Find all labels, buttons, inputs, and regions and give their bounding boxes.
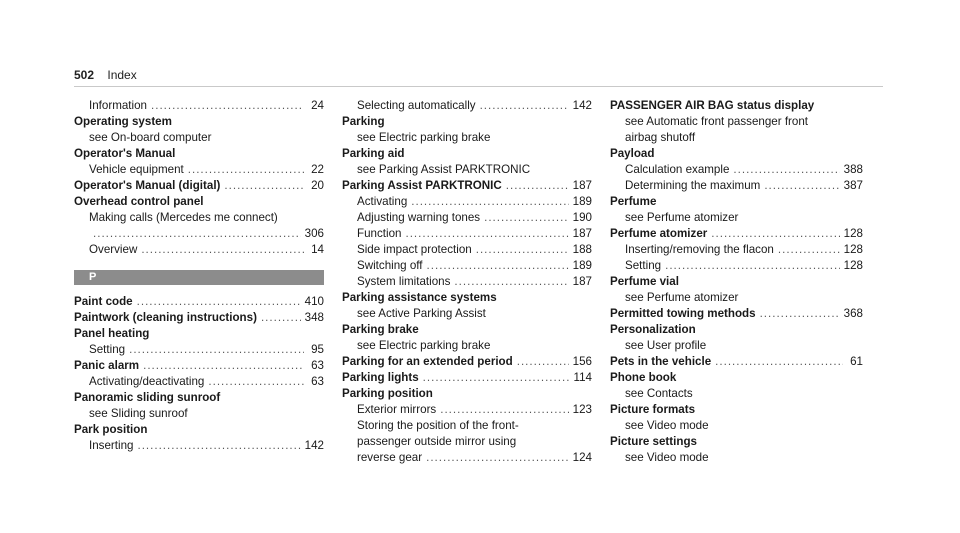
entry-text: Operator's Manual <box>74 147 176 160</box>
header-divider <box>74 86 883 87</box>
page-reference: 114 <box>573 371 592 384</box>
dot-leader <box>427 258 569 274</box>
entry-text: see Electric parking brake <box>357 339 491 352</box>
index-heading <box>342 114 592 130</box>
entry-text: Parking brake <box>342 323 419 336</box>
index-heading <box>610 402 863 418</box>
index-heading <box>610 146 863 162</box>
entry-text: Operating system <box>74 115 172 128</box>
entry-text: Exterior mirrors <box>357 403 437 416</box>
page-reference: 20 <box>311 179 324 192</box>
entry-text: Parking aid <box>342 147 405 160</box>
entry-text: Setting <box>89 343 126 356</box>
index-heading <box>74 194 324 210</box>
entry-text: Adjusting warning tones <box>357 211 481 224</box>
index-heading <box>74 358 324 374</box>
page-reference: 348 <box>304 311 324 324</box>
entry-text: Perfume vial <box>610 275 679 288</box>
index-subentry <box>342 338 592 354</box>
entry-text: Inserting/removing the flacon <box>625 243 774 256</box>
entry-text: Panoramic sliding sunroof <box>74 391 221 404</box>
dot-leader <box>411 194 568 210</box>
page-reference: 306 <box>304 227 324 240</box>
dot-leader <box>137 438 300 454</box>
index-subentry <box>74 162 324 178</box>
index-heading <box>342 322 592 338</box>
entry-text: Information <box>89 99 147 112</box>
entry-text: Parking <box>342 115 385 128</box>
page-number: 502 <box>74 68 95 82</box>
page-reference: 187 <box>572 227 592 240</box>
index-subentry <box>610 114 863 130</box>
dot-leader <box>405 226 568 242</box>
index-heading <box>74 422 324 438</box>
entry-text: System limitations <box>357 275 451 288</box>
dot-leader <box>93 226 301 242</box>
page-reference: 128 <box>843 227 863 240</box>
dot-leader <box>480 98 569 114</box>
page-reference: 61 <box>850 355 863 368</box>
entry-text: Payload <box>610 147 655 160</box>
index-subentry <box>342 210 592 226</box>
index-heading <box>342 354 592 370</box>
index-subentry <box>610 290 863 306</box>
index-subentry <box>610 386 863 402</box>
index-subentry <box>342 306 592 322</box>
entry-text: Perfume atomizer <box>610 227 708 240</box>
entry-text: Side impact protection <box>357 243 472 256</box>
page-reference: 123 <box>572 403 592 416</box>
index-subentry <box>610 338 863 354</box>
dot-leader <box>476 242 569 258</box>
page-reference: 128 <box>843 243 863 256</box>
index-entries-top <box>74 98 324 258</box>
index-heading <box>74 390 324 406</box>
entry-text: Storing the position of the front- <box>357 419 519 432</box>
entry-text: airbag shutoff <box>625 131 696 144</box>
entry-text: see Perfume atomizer <box>625 211 739 224</box>
entry-text: see Active Parking Assist <box>357 307 486 320</box>
index-subentry <box>74 342 324 358</box>
index-subentry <box>342 450 592 466</box>
index-heading <box>610 194 863 210</box>
index-entries-bottom <box>74 294 324 454</box>
index-column-3 <box>610 98 863 466</box>
index-subentry <box>74 374 324 390</box>
index-subentry <box>610 450 863 466</box>
index-subentry <box>342 434 592 450</box>
index-heading <box>74 178 324 194</box>
page-reference: 368 <box>843 307 863 320</box>
index-column-2 <box>342 98 592 466</box>
dot-leader <box>151 98 304 114</box>
entry-text: Selecting automatically <box>357 99 476 112</box>
entry-text: see Electric parking brake <box>357 131 491 144</box>
page-reference: 190 <box>572 211 592 224</box>
index-subentry <box>342 130 592 146</box>
index-subentry <box>74 98 324 114</box>
entry-text: Setting <box>625 259 662 272</box>
page-reference: 95 <box>311 343 324 356</box>
dot-leader <box>454 274 568 290</box>
entry-text: PASSENGER AIR BAG status display <box>610 99 815 112</box>
page-reference: 188 <box>572 243 592 256</box>
entry-text: Parking position <box>342 387 433 400</box>
entry-text: Parking assistance systems <box>342 291 497 304</box>
index-heading <box>610 370 863 386</box>
entry-text: see On-board computer <box>89 131 212 144</box>
dot-leader <box>484 210 569 226</box>
dot-leader <box>141 242 304 258</box>
index-subentry <box>342 274 592 290</box>
dot-leader <box>778 242 840 258</box>
dot-leader <box>733 162 839 178</box>
index-heading <box>610 306 863 322</box>
entry-text: Panic alarm <box>74 359 140 372</box>
entry-text: Calculation example <box>625 163 730 176</box>
entry-text: Making calls (Mercedes me connect) <box>89 211 278 224</box>
dot-leader <box>517 354 569 370</box>
page-reference: 189 <box>572 195 592 208</box>
page-reference: 187 <box>572 275 592 288</box>
index-heading <box>74 310 324 326</box>
index-subentry <box>610 178 863 194</box>
entry-text: Paintwork (cleaning instructions) <box>74 311 257 324</box>
entry-text: see Video mode <box>625 451 709 464</box>
index-subentry <box>74 226 324 242</box>
index-heading <box>342 370 592 386</box>
index-subentry <box>342 242 592 258</box>
index-subentry <box>342 162 592 178</box>
entry-text: see Contacts <box>625 387 693 400</box>
index-heading <box>342 386 592 402</box>
index-subentry <box>342 226 592 242</box>
index-entries <box>342 98 592 466</box>
entry-text: Determining the maximum <box>625 179 761 192</box>
dot-leader <box>423 370 570 386</box>
dot-leader <box>208 374 304 390</box>
entry-text: Permitted towing methods <box>610 307 756 320</box>
page-reference: 128 <box>843 259 863 272</box>
index-subentry <box>74 210 324 226</box>
index-heading <box>74 114 324 130</box>
page-reference: 187 <box>572 179 592 192</box>
entry-text: Overhead control panel <box>74 195 204 208</box>
index-heading <box>610 354 863 370</box>
index-heading <box>342 290 592 306</box>
page-reference: 388 <box>843 163 863 176</box>
index-subentry <box>342 402 592 418</box>
index-heading <box>610 98 863 114</box>
page-reference: 22 <box>311 163 324 176</box>
entry-text: Parking lights <box>342 371 419 384</box>
entry-text: Parking for an extended period <box>342 355 513 368</box>
dot-leader <box>261 310 301 326</box>
entry-text: Activating <box>357 195 408 208</box>
entry-text: Vehicle equipment <box>89 163 184 176</box>
index-heading <box>610 274 863 290</box>
page-reference: 124 <box>572 451 592 464</box>
index-heading <box>74 326 324 342</box>
index-subentry <box>74 242 324 258</box>
dot-leader <box>143 358 304 374</box>
entry-text: see Video mode <box>625 419 709 432</box>
entry-text: Paint code <box>74 295 133 308</box>
dot-leader <box>506 178 569 194</box>
page-reference: 156 <box>572 355 592 368</box>
index-heading <box>342 146 592 162</box>
page-header <box>74 68 137 82</box>
page-reference: 189 <box>572 259 592 272</box>
dot-leader <box>129 342 304 358</box>
page-reference: 142 <box>572 99 592 112</box>
page-reference: 63 <box>311 359 324 372</box>
index-subentry <box>610 210 863 226</box>
dot-leader <box>711 226 839 242</box>
index-subentry <box>74 438 324 454</box>
index-heading <box>342 178 592 194</box>
entry-text: Parking Assist PARKTRONIC <box>342 179 502 192</box>
section-letter-bar: P <box>74 270 324 285</box>
index-subentry <box>342 258 592 274</box>
entry-text: Function <box>357 227 402 240</box>
index-heading <box>610 226 863 242</box>
index-subentry <box>342 418 592 434</box>
entry-text: Activating/deactivating <box>89 375 205 388</box>
entry-text: Park position <box>74 423 148 436</box>
index-heading <box>610 322 863 338</box>
dot-leader <box>440 402 568 418</box>
index-heading <box>74 294 324 310</box>
page-reference: 142 <box>304 439 324 452</box>
page-reference: 63 <box>311 375 324 388</box>
index-subentry <box>342 98 592 114</box>
page-reference: 410 <box>304 295 324 308</box>
dot-leader <box>137 294 301 310</box>
page-reference: 14 <box>311 243 324 256</box>
dot-leader <box>760 306 840 322</box>
entry-text: Pets in the vehicle <box>610 355 712 368</box>
index-subentry <box>610 258 863 274</box>
index-column-1 <box>74 98 324 454</box>
dot-leader <box>715 354 843 370</box>
entry-text: Picture formats <box>610 403 696 416</box>
entry-text: see User profile <box>625 339 707 352</box>
dot-leader <box>764 178 839 194</box>
entry-text: Perfume <box>610 195 657 208</box>
dot-leader <box>224 178 304 194</box>
entry-text: Inserting <box>89 439 134 452</box>
dot-leader <box>188 162 304 178</box>
index-entries <box>610 98 863 466</box>
index-subentry <box>610 418 863 434</box>
entry-text: see Automatic front passenger front <box>625 115 809 128</box>
index-subentry <box>342 194 592 210</box>
entry-text: Personalization <box>610 323 696 336</box>
entry-text: see Parking Assist PARKTRONIC <box>357 163 531 176</box>
entry-text: reverse gear <box>357 451 423 464</box>
entry-text: Phone book <box>610 371 677 384</box>
index-heading <box>74 146 324 162</box>
entry-text: Picture settings <box>610 435 697 448</box>
index-subentry <box>610 162 863 178</box>
page-reference: 24 <box>311 99 324 112</box>
dot-leader <box>426 450 569 466</box>
page-title: Index <box>107 68 137 82</box>
entry-text: passenger outside mirror using <box>357 435 517 448</box>
dot-leader <box>665 258 840 274</box>
entry-text: Operator's Manual (digital) <box>74 179 221 192</box>
entry-text: see Perfume atomizer <box>625 291 739 304</box>
entry-text: Panel heating <box>74 327 150 340</box>
entry-text: Overview <box>89 243 138 256</box>
entry-text: Switching off <box>357 259 423 272</box>
index-subentry <box>74 130 324 146</box>
page-reference: 387 <box>843 179 863 192</box>
entry-text: see Sliding sunroof <box>89 407 188 420</box>
index-subentry <box>610 130 863 146</box>
index-subentry <box>610 242 863 258</box>
index-subentry <box>74 406 324 422</box>
index-heading <box>610 434 863 450</box>
